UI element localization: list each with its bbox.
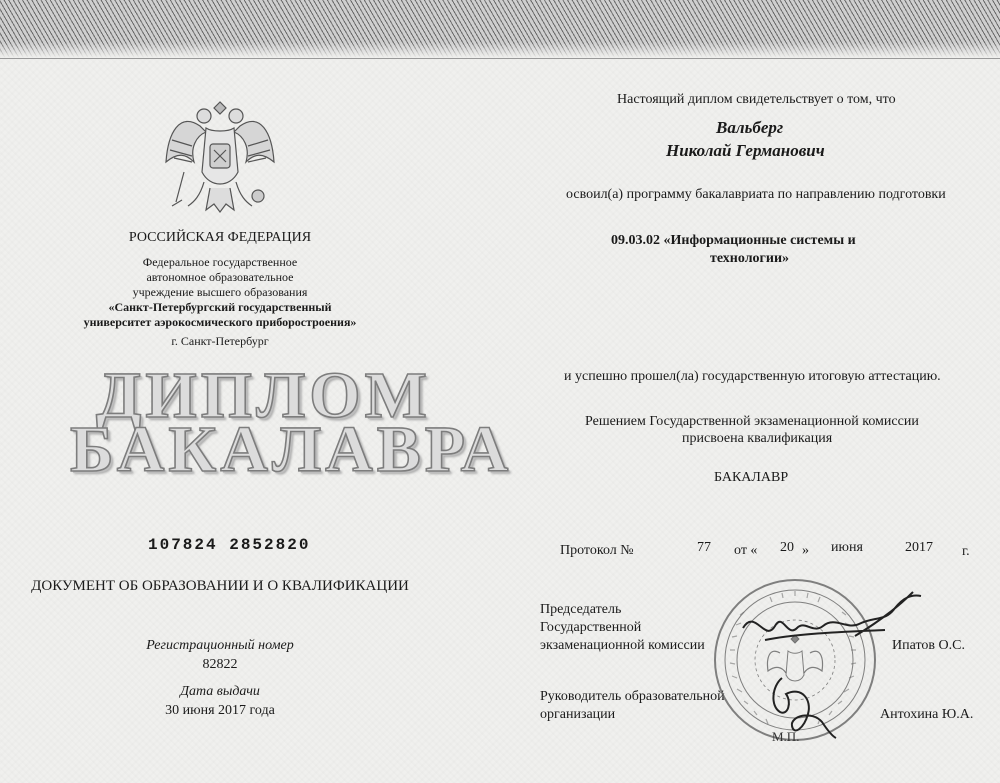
chair-name: Ипатов О.С. <box>892 638 965 653</box>
diploma-title-line-2: БАКАЛАВРА <box>70 413 513 486</box>
registration-number: 82822 <box>202 657 238 672</box>
university-name-line-2: университет аэрокосмического приборостроения» <box>83 315 357 329</box>
chair-title-line-1: Председатель <box>540 602 622 617</box>
protocol-from-label: от « <box>734 543 758 558</box>
program-text: освоил(а) программу бакалавриата по направлению подготовки <box>566 187 946 202</box>
org-type-line-1: Федеральное государственное <box>142 255 298 269</box>
holder-name: Николай Германович <box>666 141 825 160</box>
protocol-day: 20 <box>780 540 794 555</box>
decision-line-2: присвоена квалификация <box>682 431 833 446</box>
chair-title-line-2: Государственной <box>540 620 642 635</box>
holder-surname: Вальберг <box>716 118 784 137</box>
protocol-month: июня <box>831 540 863 555</box>
protocol-label: Протокол № <box>560 543 634 558</box>
attestation-text: и успешно прошел(ла) государственную итоговую аттестацию. <box>564 369 941 384</box>
protocol-year-suffix: г. <box>962 544 970 559</box>
protocol-day-close: » <box>802 543 809 558</box>
registration-label: Регистрационный номер <box>146 638 294 653</box>
head-title-line-2: организации <box>540 707 616 722</box>
stamp-letters: М.П. <box>772 729 800 744</box>
head-signature-icon <box>752 666 842 746</box>
org-type-line-3: учреждение высшего образования <box>132 285 308 299</box>
country-name: РОССИЙСКАЯ ФЕДЕРАЦИЯ <box>128 230 312 245</box>
city: г. Санкт-Петербург <box>171 334 269 348</box>
decision-line-1: Решением Государственной экзаменационной комиссии <box>585 414 919 429</box>
coat-of-arms-icon <box>160 92 280 220</box>
intro-text: Настоящий диплом свидетельствует о том, что <box>617 92 896 107</box>
document-type: ДОКУМЕНТ ОБ ОБРАЗОВАНИИ И О КВАЛИФИКАЦИИ <box>31 578 409 594</box>
qualification: БАКАЛАВР <box>714 470 789 485</box>
specialty-line-1: 09.03.02 «Информационные системы и <box>611 233 856 248</box>
issue-date-label: Дата выдачи <box>180 684 260 699</box>
issue-date: 30 июня 2017 года <box>165 703 275 718</box>
specialty-line-2: технологии» <box>710 251 790 266</box>
org-type-line-2: автономное образовательное <box>146 270 294 284</box>
chair-title-line-3: экзаменационной комиссии <box>540 638 705 653</box>
serial-number: 107824 2852820 <box>148 536 311 554</box>
decorative-guilloche-band <box>0 0 1000 59</box>
diploma-title-line-1: ДИПЛОМ <box>96 359 431 432</box>
head-name: Антохина Ю.А. <box>880 707 974 722</box>
head-title-line-1: Руководитель образовательной <box>540 689 725 704</box>
protocol-year: 2017 <box>905 540 933 555</box>
protocol-number: 77 <box>697 540 711 555</box>
chair-signature-icon <box>735 588 935 658</box>
university-name-line-1: «Санкт-Петербургский государственный <box>108 300 332 314</box>
